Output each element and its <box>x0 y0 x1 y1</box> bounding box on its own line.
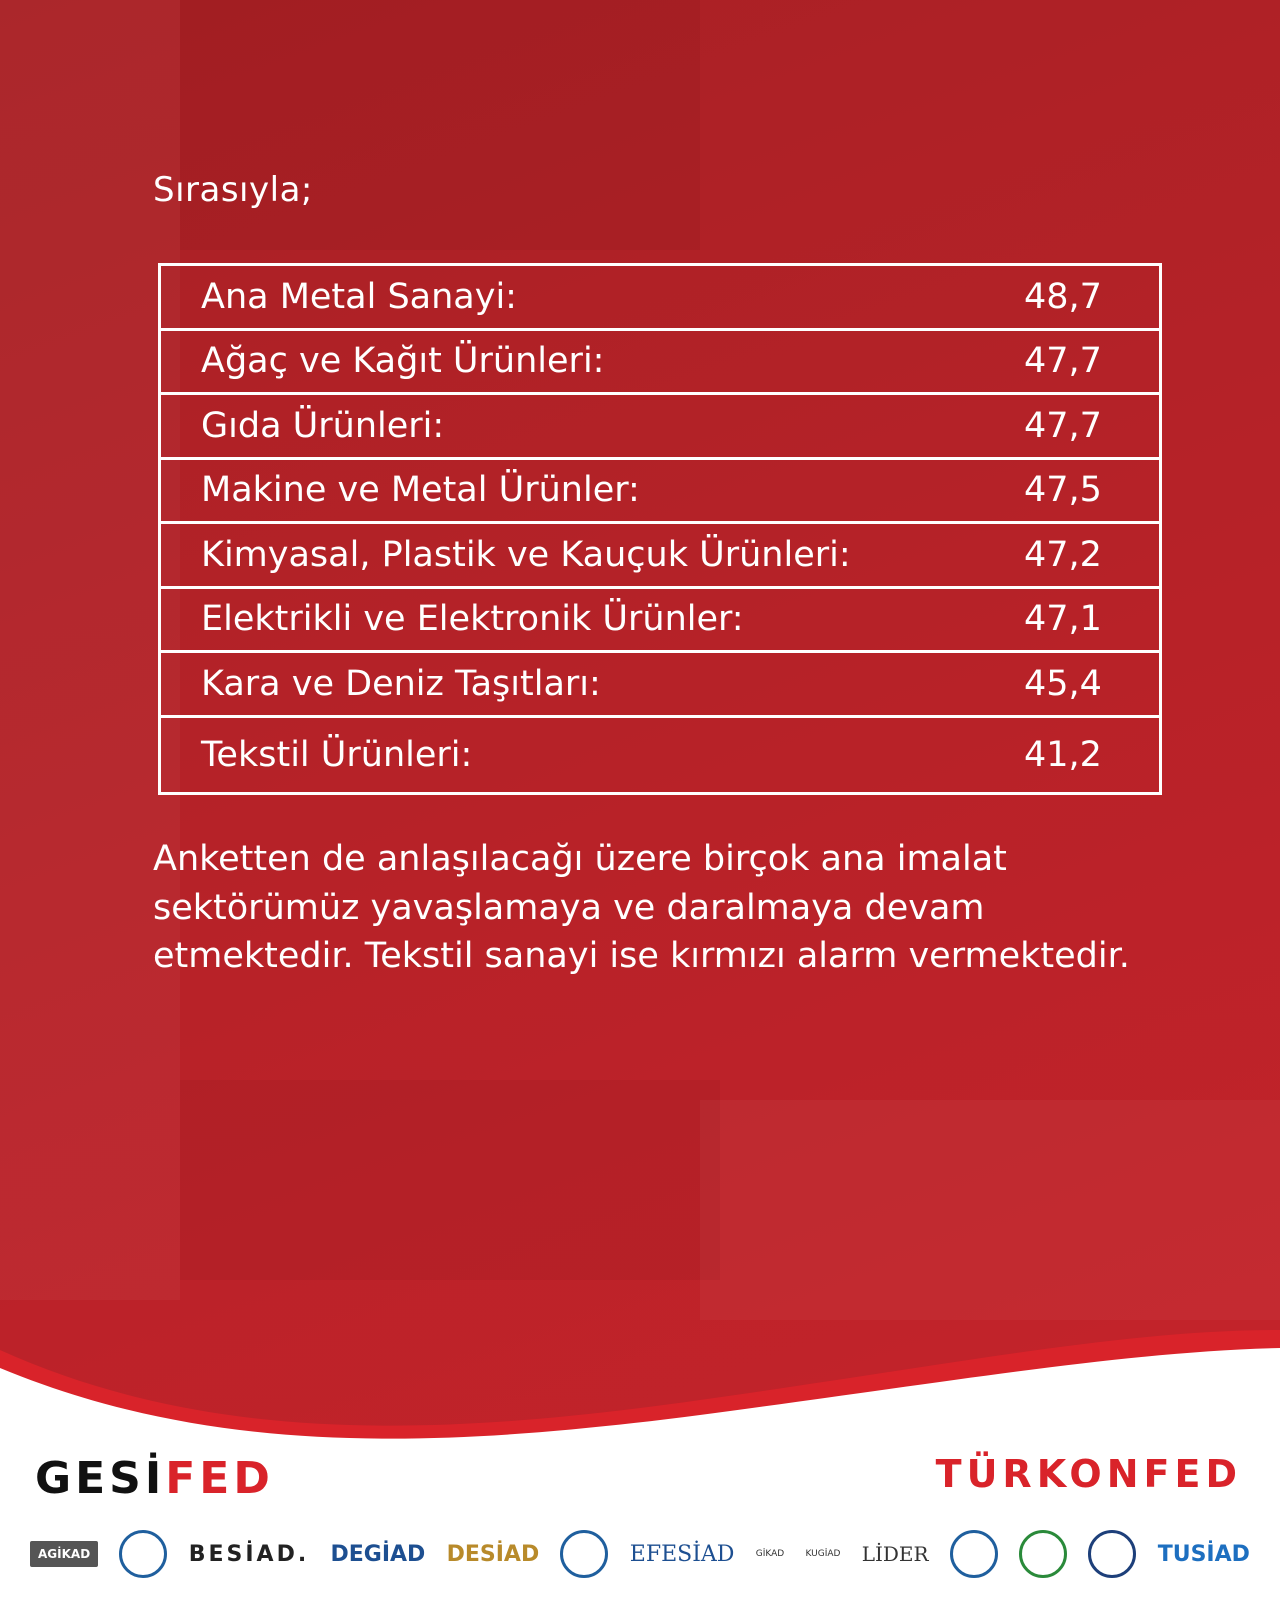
bg-shape <box>180 1080 720 1280</box>
lider-logo: LİDER <box>861 1542 929 1566</box>
seal-logo <box>950 1530 998 1578</box>
row-value: 47,5 <box>1024 470 1102 511</box>
row-value: 47,2 <box>1024 534 1102 575</box>
table-row <box>161 653 1159 718</box>
degiad-logo: DEGİAD <box>330 1541 426 1567</box>
agikad-logo: AGİKAD <box>30 1541 98 1567</box>
row-value: 48,7 <box>1024 276 1102 317</box>
row-value: 41,2 <box>1024 734 1102 775</box>
seal-logo <box>119 1530 167 1578</box>
table-row <box>161 524 1159 589</box>
row-label: Gıda Ürünleri: <box>201 405 445 446</box>
row-label: Tekstil Ürünleri: <box>201 734 473 775</box>
seal-logo <box>1088 1530 1136 1578</box>
wave-divider <box>0 1290 1280 1460</box>
gesifed-logo: GESİFED <box>35 1453 274 1504</box>
intro-text: Sırasıyla; <box>153 170 313 210</box>
seal-logo <box>1019 1530 1067 1578</box>
row-label: Kara ve Deniz Taşıtları: <box>201 663 601 704</box>
row-label: Ana Metal Sanayi: <box>201 276 517 317</box>
tusiad-logo: TUSİAD <box>1157 1541 1250 1567</box>
row-value: 47,7 <box>1024 341 1102 382</box>
table-row <box>161 460 1159 525</box>
row-label: Kimyasal, Plastik ve Kauçuk Ürünleri: <box>201 534 851 575</box>
table-row <box>161 589 1159 654</box>
member-logos <box>30 1524 1250 1584</box>
table-row <box>161 331 1159 396</box>
row-value: 47,7 <box>1024 405 1102 446</box>
turkonfed-logo: TÜRKONFED <box>935 1452 1242 1496</box>
efesiad-logo: EFESİAD <box>629 1541 735 1567</box>
table-row <box>161 266 1159 331</box>
kugiad-logo: KUGİAD <box>805 1548 841 1559</box>
row-value: 47,1 <box>1024 599 1102 640</box>
bg-shape <box>700 1100 1280 1320</box>
bg-shape <box>180 0 700 250</box>
gikad-logo: GİKAD <box>755 1548 785 1559</box>
seal-logo <box>560 1530 608 1578</box>
row-label: Ağaç ve Kağıt Ürünleri: <box>201 341 605 382</box>
sector-table <box>158 263 1162 795</box>
table-row <box>161 395 1159 460</box>
desiad-logo: DESİAD <box>446 1541 540 1567</box>
table-row <box>161 718 1159 792</box>
row-label: Elektrikli ve Elektronik Ürünler: <box>201 599 744 640</box>
row-value: 45,4 <box>1024 663 1102 704</box>
row-label: Makine ve Metal Ürünler: <box>201 470 640 511</box>
besiad-logo: BESİAD. <box>188 1541 310 1567</box>
summary-paragraph: Anketten de anlaşılacağı üzere birçok ana imalat sektörümüz yavaşlamaya ve daralmaya devam etmektedir. Tekstil sanayi ise kırmızı alarm vermektedir. <box>153 839 1130 976</box>
